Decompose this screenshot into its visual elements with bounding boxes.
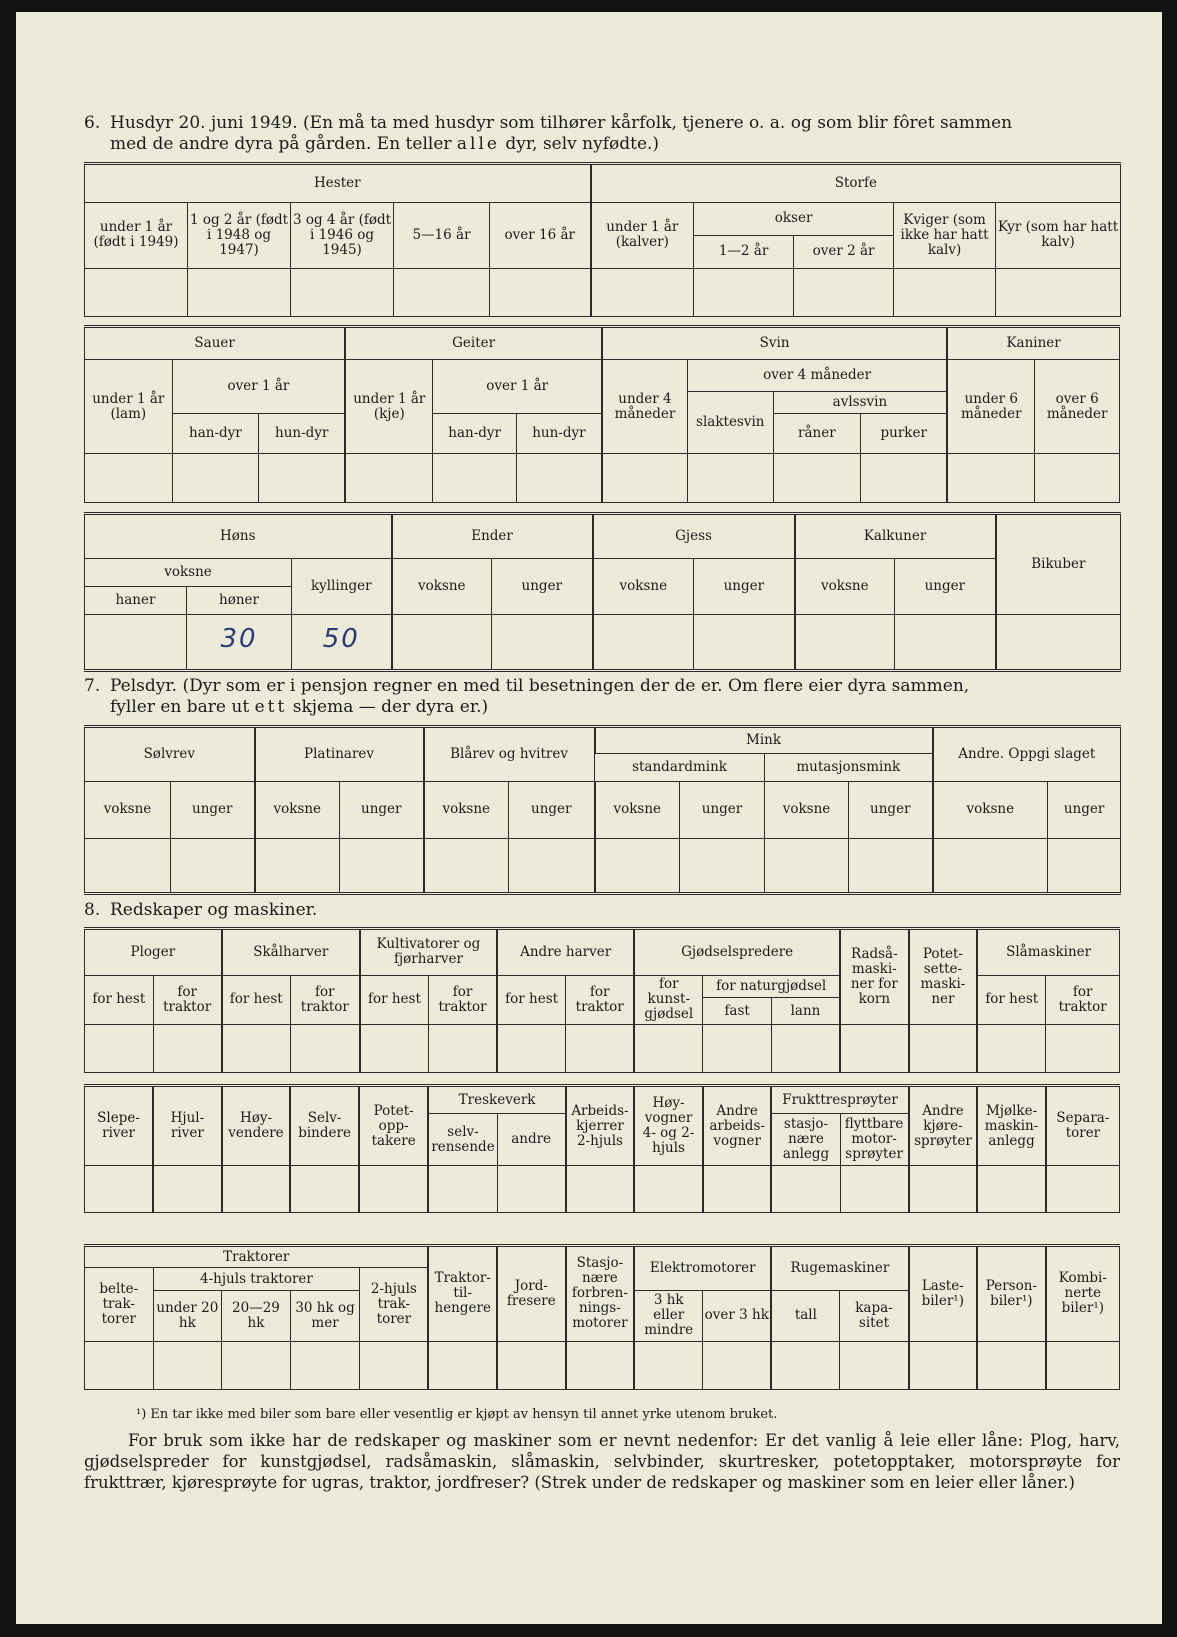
svin-avlssvin-header: avlssvin [773,391,947,414]
input-cell[interactable] [909,1166,978,1213]
standardmink-unger-header: unger [680,781,765,838]
radsamaskiner-header: Radså-maski-ner for korn [840,929,909,1025]
input-cell[interactable] [290,1166,359,1213]
ploger-hest-header: for hest [85,975,154,1024]
input-cell[interactable] [771,1166,840,1213]
input-cell[interactable] [85,1024,154,1072]
hester-under1-header: under 1 år (født i 1949) [85,203,188,269]
input-cell[interactable] [894,268,996,316]
input-cell[interactable] [703,1166,772,1213]
platinarev-header: Platinarev [255,727,424,782]
input-cell[interactable] [680,839,765,894]
hons-voksne-header: voksne [85,558,292,586]
section-6-number: 6. [84,113,101,133]
andre-arbeidsvogner-header: Andre arbeids-vogner [703,1086,772,1166]
solvrev-voksne-header: voksne [85,781,171,838]
input-cell[interactable] [688,454,774,503]
hons-haner-header: haner [85,586,187,614]
potetsettemaskiner-header: Potet-sette-maski-ner [909,929,978,1025]
skalharver-header: Skålharver [222,929,360,976]
treskeverk-andre-header: andre [497,1114,566,1166]
blarev-voksne-header: voksne [424,781,509,838]
input-cell[interactable] [516,454,602,503]
input-cell[interactable] [773,454,861,503]
input-cell[interactable] [861,454,948,503]
input-cell[interactable] [85,268,188,316]
svin-under4-header: under 4 måneder [602,360,688,454]
section-7-text2a: fyller en bare ut [110,697,255,717]
svin-purker-header: purker [861,414,948,454]
kalkuner-voksne-header: voksne [795,558,895,614]
input-cell[interactable] [566,1166,635,1213]
input-cell[interactable] [840,1024,909,1072]
geiter-under1-header: under 1 år (kje) [345,360,433,454]
input-cell[interactable] [153,1024,222,1072]
hons-kyllinger-header: kyllinger [292,558,392,614]
kaniner-under6-header: under 6 måneder [947,360,1035,454]
kaniner-over6-header: over 6 måneder [1035,360,1120,454]
standardmink-header: standardmink [595,754,765,781]
section-7-text-line2 [84,697,1120,718]
table-hons-ender-gjess [84,512,1121,672]
input-cell[interactable] [947,454,1035,503]
gjodsel-fast-header: fast [703,998,772,1025]
hons-header: Høns [85,514,392,559]
input-cell[interactable] [694,614,795,670]
input-cell[interactable] [433,454,517,503]
input-cell[interactable] [593,614,694,670]
platinarev-voksne-header: voksne [255,781,340,838]
storfe-okser-header: okser [694,203,894,236]
input-cell[interactable] [566,1341,635,1389]
slamaskiner-header: Slåmaskiner [977,929,1119,976]
input-cell[interactable] [694,268,794,316]
input-cell[interactable] [85,1166,154,1213]
sauer-over1-header: over 1 år [172,360,345,414]
hester-3og4-header: 3 og 4 år (født i 1946 og 1945) [291,203,394,269]
input-cell[interactable] [566,1024,635,1072]
geiter-header: Geiter [345,327,602,360]
hjulriver-header: Hjul-river [153,1086,222,1166]
section-6-heading [84,113,1120,155]
forbrenningsmotorer-header: Stasjo-nære forbren-nings-motorer [566,1246,635,1342]
section-7-text: Pelsdyr. (Dyr som er i pensjon regner en med til besetningen der de er. Om flere eier dyra sammen, [110,676,970,696]
solvrev-unger-header: unger [171,781,255,838]
input-cell[interactable] [490,268,591,316]
bikuber-header: Bikuber [996,514,1121,615]
hons-kyllinger-value[interactable] [292,614,392,670]
platinarev-unger-header: unger [340,781,424,838]
input-cell[interactable] [703,1024,772,1072]
andre-kjoresproyter-header: Andre kjøre-sprøyter [909,1086,978,1166]
input-cell[interactable] [849,839,933,894]
section-8-number: 8. [84,900,101,920]
input-cell[interactable] [171,839,255,894]
input-cell[interactable] [359,1166,429,1213]
arbeidskjerrer-header: Arbeids-kjerrer 2-hjuls [566,1086,635,1166]
kultivatorer-traktor-header: for traktor [428,975,497,1024]
svin-raner-header: råner [773,414,861,454]
input-cell[interactable] [153,1341,222,1389]
sauer-under1-header: under 1 år (lam) [85,360,173,454]
hester-1og2-header: 1 og 2 år (født i 1948 og 1947) [188,203,291,269]
hester-over16-header: over 16 år [490,203,591,269]
input-cell[interactable] [428,1024,497,1072]
andre-harver-traktor-header: for traktor [566,975,635,1024]
input-cell[interactable] [340,839,424,894]
input-cell[interactable] [703,1341,772,1389]
traktor-30-header: 30 hk og mer [290,1290,360,1341]
storfe-okser-over2-header: over 2 år [794,235,894,268]
input-cell[interactable] [360,1024,429,1072]
hons-honer-header: høner [187,586,292,614]
tohjuls-traktorer-header: 2-hjuls trak-torer [360,1268,429,1342]
table-pelsdyr [84,725,1121,895]
input-cell[interactable] [85,614,187,670]
input-cell[interactable] [1048,839,1121,894]
input-cell[interactable] [392,614,492,670]
standardmink-voksne-header: voksne [595,781,680,838]
mink-header: Mink [595,727,933,754]
section-7-text2c: skjema — der dyra er.) [287,697,489,717]
jordfresere-header: Jord-fresere [497,1246,566,1342]
potetopptakere-header: Potet-opp-takere [359,1086,429,1166]
traktorer-header: Traktorer [85,1246,429,1268]
input-cell[interactable] [290,1341,360,1389]
input-cell[interactable] [188,268,291,316]
table-hester-storfe [84,162,1121,317]
input-cell[interactable] [424,839,509,894]
andre-voksne-header: voksne [933,781,1048,838]
hons-honer-value[interactable] [187,614,292,670]
section-6-text2a: med de andre dyra på gården. En teller [110,134,457,154]
traktor-20-29-header: 20—29 hk [222,1290,291,1341]
input-cell[interactable] [85,839,171,894]
storfe-okser-1-2-header: 1—2 år [694,235,794,268]
table-sauer-geiter-svin-kaniner [84,325,1120,503]
kultivatorer-hest-header: for hest [360,975,429,1024]
section-7-heading [84,676,1120,718]
input-cell[interactable] [771,1341,840,1389]
input-cell[interactable] [977,1166,1046,1213]
mutasjonsmink-voksne-header: voksne [765,781,849,838]
input-cell[interactable] [602,454,688,503]
section-8-heading [84,900,1120,921]
kaniner-header: Kaniner [947,327,1119,360]
gjess-voksne-header: voksne [593,558,694,614]
ploger-traktor-header: for traktor [153,975,222,1024]
section-7-text2b: ett [254,697,288,717]
sauer-hundyr-header: hun-dyr [259,414,346,454]
input-cell[interactable] [222,1166,291,1213]
ender-header: Ender [392,514,593,559]
skalharver-traktor-header: for traktor [290,975,360,1024]
input-cell[interactable] [360,1341,429,1389]
frukt-flyttbare-header: flyttbare motor-sprøyter [840,1114,909,1166]
gjodsel-natur-header: for naturgjødsel [703,975,840,997]
slamaskiner-traktor-header: for traktor [1046,975,1120,1024]
separatorer-header: Separa-torer [1046,1086,1120,1166]
input-cell[interactable] [497,1024,566,1072]
sauer-handyr-header: han-dyr [172,414,259,454]
ender-unger-header: unger [492,558,593,614]
andre-harver-hest-header: for hest [497,975,566,1024]
table-redskaper-1 [84,927,1120,1073]
input-cell[interactable] [595,839,680,894]
input-cell[interactable] [85,1341,154,1389]
section-7-number: 7. [84,676,101,696]
input-cell[interactable] [153,1166,222,1213]
input-cell[interactable] [591,268,694,316]
elektro-3hk-header: 3 hk eller mindre [634,1290,703,1341]
input-cell[interactable] [1046,1341,1120,1389]
input-cell[interactable] [771,1024,840,1072]
input-cell[interactable] [795,614,895,670]
elektro-over3-header: over 3 hk [703,1290,772,1341]
hester-header: Hester [85,164,591,203]
input-cell[interactable] [1046,1166,1120,1213]
input-cell[interactable] [172,454,259,503]
svin-over4-header: over 4 måneder [688,360,948,391]
input-cell[interactable] [497,1341,566,1389]
firehjuls-traktorer-header: 4-hjuls traktorer [153,1268,360,1290]
input-cell[interactable] [794,268,894,316]
personbiler-header: Person-biler¹) [977,1246,1046,1342]
input-cell[interactable] [1046,1024,1120,1072]
storfe-under1-header: under 1 år (kalver) [591,203,694,269]
treskeverk-header: Treskeverk [428,1086,565,1114]
geiter-handyr-header: han-dyr [433,414,517,454]
hester-5-16-header: 5—16 år [394,203,490,269]
input-cell[interactable] [765,839,849,894]
input-cell[interactable] [394,268,490,316]
gjess-header: Gjess [593,514,795,559]
lastebiler-header: Laste-biler¹) [909,1246,978,1342]
input-cell[interactable] [895,614,996,670]
input-cell[interactable] [634,1341,703,1389]
input-cell[interactable] [996,268,1121,316]
table-redskaper-2 [84,1084,1120,1213]
kalkuner-unger-header: unger [895,558,996,614]
input-cell[interactable] [428,1166,497,1213]
section-6-text-line2 [84,134,1120,155]
form-page [16,12,1162,1624]
hoyvendere-header: Høy-vendere [222,1086,291,1166]
input-cell[interactable] [255,839,340,894]
gjodsel-kunst-header: for kunst-gjødsel [634,975,703,1024]
input-cell[interactable] [996,614,1121,670]
elektromotorer-header: Elektromotorer [634,1246,771,1291]
input-cell[interactable] [222,1024,291,1072]
storfe-kviger-header: Kviger (som ikke har hatt kalv) [894,203,996,269]
gjess-unger-header: unger [694,558,795,614]
section-8-text: Redskaper og maskiner. [110,900,318,920]
input-cell[interactable] [977,1024,1046,1072]
table-redskaper-3 [84,1244,1120,1390]
mutasjonsmink-unger-header: unger [849,781,933,838]
final-instruction: For bruk som ikke har de redskaper og maskiner som er nevnt nedenfor: Er det vanlig å leie eller låne: Plog, harv, gjødselspreder for kunstgjødsel, radsåmaskin, slåmaskin, selvbinder, skurtresker, potetopptaker, motorsprøyte for frukttrær, kjøresprøyte for ugras, traktor, jordfreser? (Strek under de redskaper og maskiner som en leier eller låner.) [84,1431,1120,1492]
ruge-kapasitet-header: kapa-sitet [840,1290,909,1341]
input-cell[interactable] [497,1166,566,1213]
gjodsel-lann-header: lann [771,998,840,1025]
sauer-header: Sauer [85,327,346,360]
input-cell[interactable] [840,1166,909,1213]
storfe-header: Storfe [591,164,1121,203]
input-cell[interactable] [1035,454,1120,503]
ruge-tall-header: tall [771,1290,840,1341]
input-cell[interactable] [259,454,346,503]
storfe-kyr-header: Kyr (som har hatt kalv) [996,203,1121,269]
footnote: ¹) En tar ikke med biler som bare eller vesentlig er kjøpt av hensyn til annet yrke utenom bruket. [136,1407,778,1422]
input-cell[interactable] [840,1341,909,1389]
input-cell[interactable] [909,1341,978,1389]
svin-header: Svin [602,327,947,360]
andre-unger-header: unger [1048,781,1121,838]
geiter-hundyr-header: hun-dyr [516,414,602,454]
input-cell[interactable] [492,614,593,670]
input-cell[interactable] [933,839,1048,894]
gjodselspredere-header: Gjødselspredere [634,929,840,976]
hoyvogner-header: Høy-vogner 4- og 2-hjuls [634,1086,703,1166]
geiter-over1-header: over 1 år [433,360,602,414]
solvrev-header: Sølvrev [85,727,255,782]
traktor-under20-header: under 20 hk [153,1290,222,1341]
input-cell[interactable] [909,1024,978,1072]
mutasjonsmink-header: mutasjonsmink [765,754,933,781]
kombinerte-biler-header: Kombi-nerte biler¹) [1046,1246,1120,1342]
rugemaskiner-header: Rugemaskiner [771,1246,908,1291]
beltetraktorer-header: belte-trak-torer [85,1268,154,1342]
input-cell[interactable] [345,454,433,503]
input-cell[interactable] [509,839,595,894]
kultivatorer-header: Kultivatorer og fjørharver [360,929,497,976]
sleperiver-header: Slepe-river [85,1086,154,1166]
treskeverk-selvrensende-header: selv-rensende [428,1114,497,1166]
input-cell[interactable] [291,268,394,316]
section-6-text2b: alle [456,134,500,154]
section-6-text2c: dyr, selv nyfødte.) [499,134,660,154]
mjolkemaskin-header: Mjølke-maskin-anlegg [977,1086,1046,1166]
input-cell[interactable] [85,454,173,503]
input-cell[interactable] [428,1341,497,1389]
svin-slaktesvin-header: slaktesvin [688,391,774,453]
ender-voksne-header: voksne [392,558,492,614]
traktortilhengere-header: Traktor-til-hengere [428,1246,497,1342]
input-cell[interactable] [634,1166,703,1213]
kalkuner-header: Kalkuner [795,514,996,559]
selvbindere-header: Selv-bindere [290,1086,359,1166]
section-6-text: Husdyr 20. juni 1949. (En må ta med husdyr som tilhører kårfolk, tjenere o. a. og som blir fôret sammen [110,113,1013,133]
ploger-header: Ploger [85,929,222,976]
handwritten-honer-count: 30 [220,624,258,655]
andre-pelsdyr-header: Andre. Oppgi slaget [933,727,1121,782]
blarev-unger-header: unger [509,781,595,838]
andre-harver-header: Andre harver [497,929,634,976]
slamaskiner-hest-header: for hest [977,975,1046,1024]
skalharver-hest-header: for hest [222,975,291,1024]
input-cell[interactable] [977,1341,1046,1389]
input-cell[interactable] [222,1341,291,1389]
input-cell[interactable] [290,1024,360,1072]
frukt-stasjonaere-header: stasjo-nære anlegg [771,1114,840,1166]
input-cell[interactable] [634,1024,703,1072]
frukttresproyter-header: Frukttresprøyter [771,1086,908,1114]
blarev-header: Blårev og hvitrev [424,727,595,782]
handwritten-kyllinger-count: 50 [322,624,360,655]
